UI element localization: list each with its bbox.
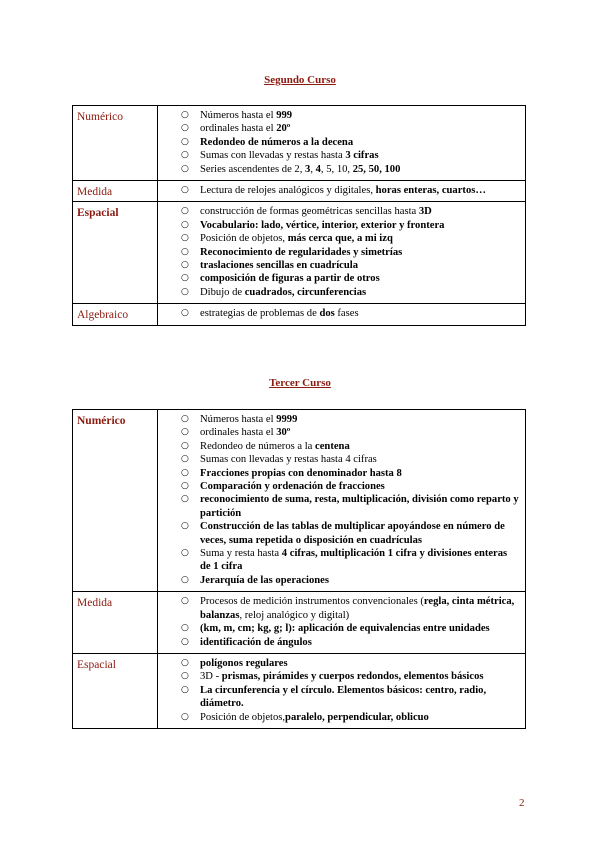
text: Dibujo de [200, 286, 245, 298]
bold-text: 9999 [276, 414, 298, 425]
text: Números hasta el [200, 110, 277, 121]
bold-text: 30º [276, 427, 291, 439]
bold-text: (km, m, cm; kg, g; l): aplicación de equivalencias entre unidades [200, 623, 490, 635]
text: fases [334, 308, 359, 320]
list-item [158, 684, 519, 711]
text: estrategias de problemas de [200, 308, 320, 320]
category-label: Medida [73, 181, 158, 202]
bold-text: Reconocimiento de regularidades y simetrías [200, 246, 403, 258]
category-items [158, 592, 526, 654]
text: Posición de objetos, [200, 711, 286, 723]
text: ordinales hasta el [200, 123, 277, 135]
text: Posición de objetos, [200, 233, 288, 245]
table-row [73, 181, 526, 202]
list-item [158, 286, 519, 299]
curriculum-table-tercer-curso [72, 409, 526, 729]
category-label: Espacial [73, 202, 158, 304]
bold-text: 25, 50, 100 [352, 163, 401, 175]
bold-text: traslaciones sencillas en cuadrícula [200, 260, 359, 272]
list-item [158, 259, 519, 272]
bold-text: Jerarquía de las operaciones [200, 574, 329, 586]
bold-text: paralelo, perpendicular, oblicuo [285, 711, 429, 723]
category-label: Algebraico [73, 304, 158, 325]
list-item [158, 574, 519, 587]
bullet-list [158, 109, 519, 176]
page-number: 2 [519, 797, 525, 809]
bold-text: composición de figuras a partir de otros [200, 273, 380, 285]
bold-text: polígonos regulares [200, 657, 288, 669]
bold-text: más cerca que, a mi izq [287, 233, 393, 245]
bold-text: La circunferencia y el círculo. Elementos básicos: centro, radio, diámetro. [200, 684, 487, 710]
list-item [158, 711, 519, 724]
list-item [158, 636, 519, 649]
category-label: Espacial [73, 653, 158, 728]
list-item [158, 413, 519, 426]
category-items [158, 410, 526, 592]
list-item [158, 149, 519, 162]
list-item [158, 440, 519, 453]
bold-text: Vocabulario: lado, vértice, interior, exterior y frontera [200, 219, 445, 231]
category-items [158, 106, 526, 181]
bullet-list [158, 413, 519, 587]
list-item [158, 272, 519, 285]
bold-text: 20º [276, 123, 291, 135]
list-item [158, 493, 519, 520]
category-items [158, 304, 526, 325]
text: Procesos de medición instrumentos convencionales ( [200, 596, 424, 608]
section-title-segundo-curso: Segundo Curso [264, 74, 336, 86]
bold-text: dos [319, 308, 335, 320]
bold-text: 3 cifras [345, 150, 379, 162]
bold-text: 3D [418, 206, 432, 218]
text: 3D - [200, 671, 222, 683]
list-item [158, 480, 519, 493]
bold-text: identificación de ángulos [200, 636, 312, 648]
bold-text: reconocimiento de suma, resta, multiplicación, división como reparto y partición [200, 494, 519, 519]
text: Redondeo de números a la [200, 440, 316, 452]
list-item [158, 184, 519, 197]
list-item [158, 595, 519, 622]
bold-text: Fracciones propias con denominador hasta 8 [200, 467, 402, 479]
bold-text: cuadrados, circunferencias [244, 286, 367, 298]
list-item [158, 163, 519, 176]
table-row [73, 106, 526, 181]
list-item [158, 426, 519, 439]
section-title-tercer-curso: Tercer Curso [269, 377, 331, 389]
table-row [73, 653, 526, 728]
list-item [158, 219, 519, 232]
text: ordinales hasta el [200, 427, 277, 439]
list-item [158, 307, 519, 320]
bold-text: 999 [276, 110, 293, 121]
list-item [158, 670, 519, 683]
table-row [73, 304, 526, 325]
text: Series ascendentes de 2, [200, 163, 306, 175]
bold-text: Comparación y ordenación de fracciones [200, 481, 385, 493]
bold-text: Construcción de las tablas de multiplicar apoyándose en número de veces, suma repetida o disposición en cuadrículas [200, 521, 505, 546]
bullet-list [158, 657, 519, 724]
table-row [73, 592, 526, 654]
list-item [158, 547, 519, 574]
bold-text: horas enteras, cuartos… [375, 185, 486, 197]
bullet-list [158, 184, 519, 197]
list-item [158, 453, 519, 466]
bullet-list [158, 595, 519, 649]
category-label: Medida [73, 592, 158, 654]
list-item [158, 109, 519, 122]
bullet-list [158, 205, 519, 299]
list-item [158, 246, 519, 259]
bold-text: prismas, pirámides y cuerpos redondos, elementos básicos [221, 671, 484, 683]
list-item [158, 232, 519, 245]
text: Números hasta el [200, 414, 277, 425]
category-items [158, 653, 526, 728]
table-row [73, 202, 526, 304]
category-label: Numérico [73, 410, 158, 592]
bold-text: Redondeo de números a la decena [200, 136, 354, 148]
curriculum-table-segundo-curso [72, 105, 526, 326]
text: Sumas con llevadas y restas hasta [200, 150, 346, 162]
text: Suma y resta hasta [200, 548, 282, 560]
text: construcción de formas geométricas sencillas hasta [200, 206, 419, 218]
list-item [158, 657, 519, 670]
bold-text: 3 [305, 163, 311, 175]
bold-text: centena [315, 440, 350, 452]
list-item [158, 205, 519, 218]
category-label: Numérico [73, 106, 158, 181]
category-items [158, 181, 526, 202]
category-items [158, 202, 526, 304]
list-item [158, 622, 519, 635]
table-row [73, 410, 526, 592]
bold-text: 4 cifras, multiplicación 1 cifra y divisiones enteras de 1 cifra [200, 548, 508, 573]
text: , reloj analógico y digital) [239, 609, 350, 621]
bold-text: regla, cinta métrica, balanzas [200, 596, 515, 621]
bold-text: 4 [315, 163, 321, 175]
text: Sumas con llevadas y restas hasta 4 cifras [200, 454, 377, 466]
list-item [158, 520, 519, 547]
bullet-list [158, 307, 519, 320]
list-item [158, 467, 519, 480]
list-item [158, 136, 519, 149]
text: , [310, 163, 316, 175]
text: , 5, 10, [320, 163, 353, 175]
text: Lectura de relojes analógicos y digitales, [200, 185, 376, 197]
list-item [158, 122, 519, 135]
